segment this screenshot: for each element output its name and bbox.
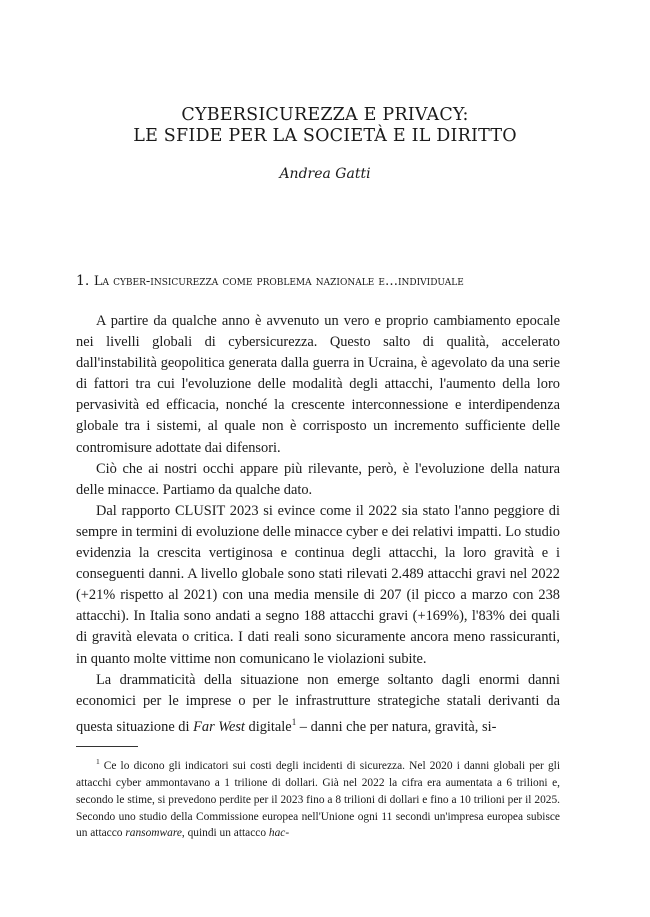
footnote-divider <box>76 746 138 747</box>
paragraph-4-text-b: digitale <box>244 718 292 735</box>
footnote <box>76 754 560 842</box>
body-text <box>76 311 560 738</box>
paragraph-4 <box>76 670 560 738</box>
section-heading <box>76 273 464 289</box>
author-name: Andrea Gatti <box>279 166 371 182</box>
paragraph-4-italic: Far West <box>193 718 245 735</box>
paragraph-2: Ciò che ai nostri occhi appare più rilevante, però, è l'evoluzione della natura delle minacce. Partiamo da qualche dato. <box>76 460 560 498</box>
title-line-2: LE SFIDE PER LA SOCIETÀ E IL DIRITTO <box>133 126 517 146</box>
footnote-italic-a: ransomware <box>125 827 182 840</box>
section-number: 1. <box>76 273 90 289</box>
paragraph-1: A partire da qualche anno è avvenuto un vero e proprio cambiamento epocale nei livelli globali di cybersicurezza. Questo salto di qualità, accelerato dall'instabilità geopolitica generata dalla guerra in Ucraina, è agevolato da una serie di fattori tra cui l'evoluzione delle modalità degli attacchi, l'aumento della loro pervasività ed efficacia, nonché la crescente interconnessione e interdipendenza globale tra i sistemi, al quale non è corrisposto un incremento sufficiente delle contromisure adottate dai difensori. <box>76 313 560 456</box>
section-title: La cyber-insicurezza come problema nazionale e…individuale <box>93 274 464 289</box>
footnote-text-a: Ce lo dicono gli indicatori sui costi degli incidenti di sicurezza. Nel 2020 i danni globali per gli attacchi cyber ammontavano a 1 trilione di dollari. Già nel 2022 la cifra era aumentata a 6 trilioni e, secondo le stime, si prevedono perdite per il 2023 fino a 8 trilioni di dollari e fino a 10 trilioni per il 2025. Secondo uno studio della Commissione europea nell'Unione ogni 11 secondi un'impresa europea subisce un attacco <box>76 759 560 840</box>
paragraph-4-text-a: La drammaticità della situazione non emerge soltanto dagli enormi danni economici per le imprese o per le infrastrutture strategiche statali derivanti da questa situazione di <box>76 671 560 735</box>
footnote-italic-b: hac- <box>268 827 290 840</box>
footnote-text-b: , quindi un attacco <box>181 827 269 840</box>
title-line-1: CYBERSICUREZZA E PRIVACY: <box>181 105 469 125</box>
footnote-number: 1 <box>96 757 100 766</box>
paragraph-3: Dal rapporto CLUSIT 2023 si evince come il 2022 sia stato l'anno peggiore di sempre in termini di evoluzione delle minacce cyber e dei relativi impatti. Lo studio evidenzia la crescita vertiginosa e continua degli attacchi, la loro gravità e i conseguenti danni. A livello globale sono stati rilevati 2.489 attacchi gravi nel 2022 (+21% rispetto al 2021) con una media mensile di 207 (il picco a marzo con 238 attacchi). In Italia sono andati a segno 188 attacchi gravi (+169%), l'83% dei quali di gravità elevata o critica. I dati reali sono sicuramente ancora meno rassicuranti, in quanto molte vittime non comunicano le violazioni subite. <box>76 502 560 667</box>
paragraph-4-text-c: – danni che per natura, gravità, si- <box>296 718 497 735</box>
footnote-reference[interactable]: 1 <box>291 716 297 727</box>
